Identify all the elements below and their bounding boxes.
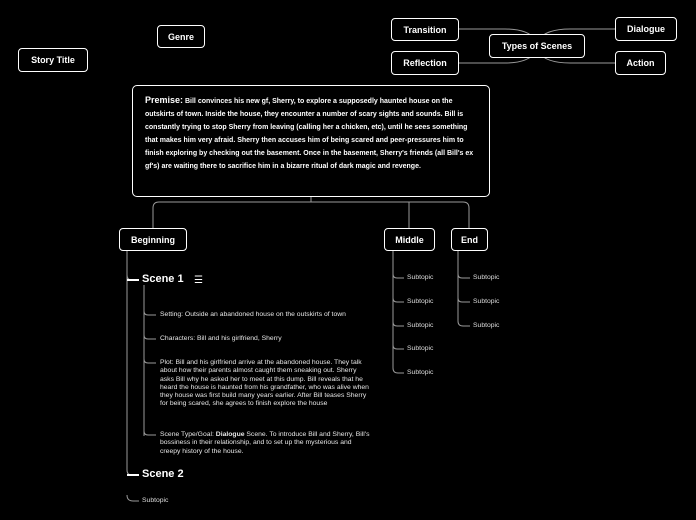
premise-node[interactable] bbox=[132, 85, 490, 197]
scene-2-node[interactable] bbox=[142, 468, 184, 480]
genre-node[interactable] bbox=[157, 25, 205, 48]
beginning-label: Beginning bbox=[131, 234, 175, 245]
middle-node[interactable] bbox=[384, 228, 435, 251]
types-of-scenes-node[interactable] bbox=[489, 34, 585, 58]
plot-text: Plot: Bill and his girlfriend arrive at the abandoned house. They talk about how their parents almost caught them sneaking out. Sherry asks Bill why he asked her to meet at this dump. Bill reveals that he heard the house is haunted from his grandfather, who was alive when they house was first build many years earlier. After Bill teases Sherry for being scared, she agrees to finish explore the house bbox=[160, 359, 369, 408]
middle-subtopic[interactable]: Subtopic bbox=[407, 369, 434, 376]
type-goal-rest: Scene. To introduce Bill and Sherry, Bill's bossiness in their relationship, and to set up the mysterious and creepy history of the house. bbox=[160, 431, 370, 455]
story-title-node[interactable] bbox=[18, 48, 88, 72]
characters-text: Characters: Bill and his girlfriend, Sherry bbox=[160, 335, 282, 342]
setting-text: Setting: Outside an abandoned house on the outskirts of town bbox=[160, 311, 346, 318]
end-subtopic[interactable]: Subtopic bbox=[473, 322, 500, 329]
scene-1-plot[interactable] bbox=[160, 359, 372, 409]
end-subtopic[interactable]: Subtopic bbox=[473, 274, 500, 281]
scene-2-label: Scene 2 bbox=[142, 468, 184, 480]
transition-label: Transition bbox=[403, 24, 447, 35]
story-title-label: Story Title bbox=[31, 55, 75, 65]
middle-subtopic[interactable]: Subtopic bbox=[407, 274, 434, 281]
middle-subtopic[interactable]: Subtopic bbox=[407, 345, 434, 352]
end-subtopic[interactable]: Subtopic bbox=[473, 298, 500, 305]
middle-subtopic[interactable]: Subtopic bbox=[407, 322, 434, 329]
beginning-node[interactable] bbox=[119, 228, 187, 251]
premise-label: Premise: bbox=[145, 95, 184, 105]
premise-text: Bill convinces his new gf, Sherry, to explore a supposedly haunted house on the outskirts of town. Inside the house, they encounter a number of scary sights and sounds. Bill is constantly trying to stop Sherry from leaving (calling her a chicken, etc), until he sees something that makes him very afraid. Sherry then accuses him of being scared and peer-pressures him to finish exploring by checking out the basement. Once in the basement, Sherry's friends (all Bill's ex gf's) are waiting there to sacrifice him in a bizarre ritual of dark magic and revenge. bbox=[145, 98, 474, 170]
reflection-label: Reflection bbox=[403, 58, 447, 68]
action-label: Action bbox=[626, 58, 655, 68]
transition-node[interactable] bbox=[391, 18, 459, 41]
scene-1-label: Scene 1 bbox=[142, 273, 184, 285]
action-node[interactable] bbox=[615, 51, 666, 75]
reflection-node[interactable] bbox=[391, 51, 459, 75]
dialogue-label: Dialogue bbox=[626, 24, 665, 34]
types-of-scenes-label: Types of Scenes bbox=[501, 41, 573, 51]
scene-1-characters[interactable] bbox=[160, 335, 372, 343]
middle-label: Middle bbox=[395, 234, 424, 245]
scene-1-node[interactable] bbox=[142, 273, 184, 285]
type-goal-prefix: Scene Type/Goal: bbox=[160, 431, 216, 438]
dialogue-node[interactable] bbox=[615, 17, 677, 41]
end-label: End bbox=[461, 234, 478, 245]
scene-1-setting[interactable] bbox=[160, 311, 372, 319]
middle-subtopic[interactable]: Subtopic bbox=[407, 298, 434, 305]
end-node[interactable] bbox=[451, 228, 488, 251]
scene-1-type-goal[interactable] bbox=[160, 431, 372, 456]
type-goal-bold: Dialogue bbox=[215, 431, 245, 438]
notes-icon[interactable]: ☰ bbox=[194, 275, 203, 286]
scene-2-subtopic[interactable]: Subtopic bbox=[142, 497, 169, 504]
genre-label: Genre bbox=[167, 31, 194, 42]
